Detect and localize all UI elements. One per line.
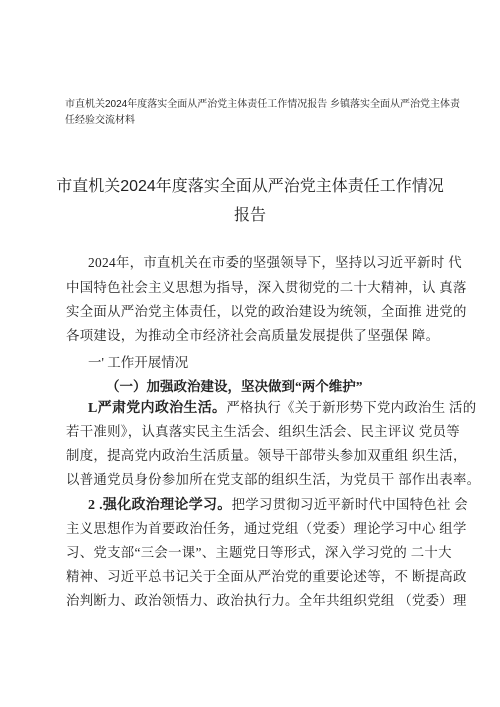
item2-first-line-rest: 把学习贯彻习近平新时代中国特色社 会 <box>231 497 468 512</box>
item2-line-3: 习、党支部“三会一课”、主题党日等形式，深入学习党的 二十大 <box>66 545 452 560</box>
intro-paragraph-line-2: 中国特色社会主义思想为指导，深入贯彻党的二十大精神，认 真落 <box>66 280 467 295</box>
document-title-line-1: 市直机关2024年度落实全面从严治党主体责任工作情况 <box>56 178 444 195</box>
intro-paragraph-line-3: 实全面从严治党主体责任，以党的政治建设为统领，全面推 进党的 <box>66 304 467 319</box>
subsection-heading: （一）加强政治建设，坚决做到“两个维护” <box>106 379 363 394</box>
item1-first-line-rest: 严格执行《关于新形势下党内政治生 活的 <box>226 400 477 415</box>
item1-first-line <box>88 398 476 419</box>
header-text-line-2: 任经验交流材料 <box>65 115 135 126</box>
item1-line-4: 以普通党员身份参加所在党支部的组织生活，为党员干 部作出表率。 <box>66 472 481 487</box>
document-title-line-2: 报告 <box>233 207 266 224</box>
header-text-line-1: 市直机关2024年度落实全面从严治党主体责任工作情况报告 乡镇落实全面从严治党主体责 <box>65 99 461 110</box>
item2-line-5: 治判断力、政治领悟力、政治执行力。全年共组织党组 （党委）理 <box>66 593 467 608</box>
item2-first-line <box>88 495 468 516</box>
item1-line-3: 制度，提高党内政治生活质量。领导干部带头参加双重组 织生活， <box>66 448 467 463</box>
item1-line-2: 若干准则》，认真落实民主生活会、组织生活会、民主评议 党员等 <box>66 424 460 439</box>
item2-line-2: 主义思想作为首要政治任务，通过党组（党委）理论学习中心 组学 <box>66 521 467 536</box>
item2-line-4: 精神、习近平总书记关于全面从严治党的重要论述等，不 断提高政 <box>66 569 467 584</box>
item1-lead-bold: L严肃党内政治生活。 <box>88 401 227 416</box>
section-heading: 一' 工作开展情况 <box>88 355 189 370</box>
intro-paragraph-line-1: 2024年，市直机关在市委的坚强领导下，坚持以习近平新时 代 <box>88 255 462 270</box>
intro-paragraph-line-4: 各项建设，为推动全市经济社会高质量发展提供了坚强保 障。 <box>66 328 440 343</box>
item2-lead-bold: 2 .强化政治理论学习。 <box>88 498 232 513</box>
